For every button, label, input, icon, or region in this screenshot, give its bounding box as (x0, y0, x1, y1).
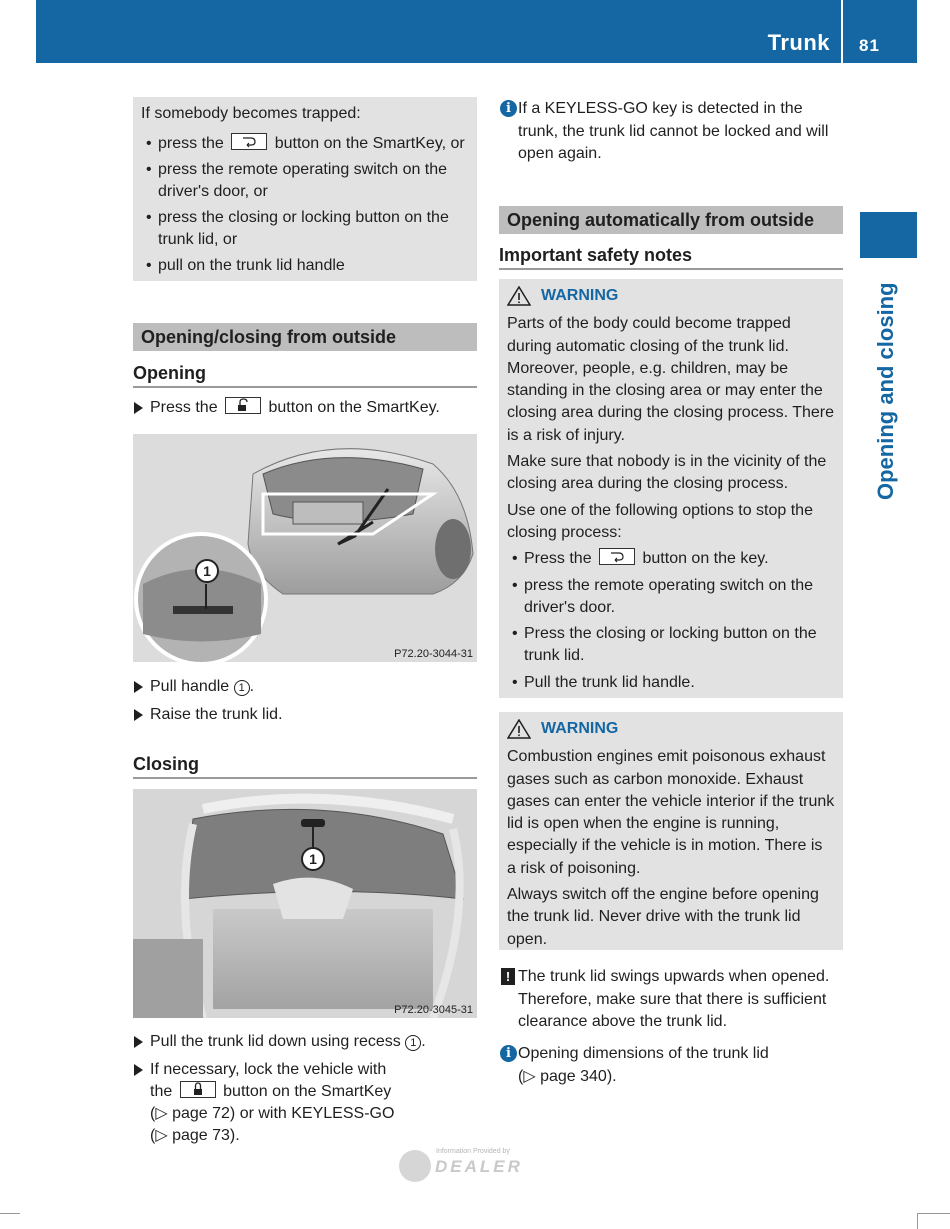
warning-text: Parts of the body could become trapped during automatic closing of the trunk lid. Moreover, people, e.g. children, may be standing in the closing area or may enter the closing area during the closing process. There is a risk of injury. (507, 315, 834, 444)
callout-1: 1 (301, 847, 325, 871)
warning-text: Use one of the following options to stop the closing process: (507, 501, 813, 541)
trunk-close-key-icon (599, 548, 635, 565)
number-1-icon: 1 (234, 680, 250, 696)
list-item: • Press the closing or locking button on the trunk lid. (507, 623, 835, 668)
page-title: Trunk (767, 30, 830, 55)
list-item: • press the remote operating switch on the driver's door, or (141, 159, 469, 203)
crop-mark (917, 1213, 918, 1229)
trunk-opening-photo (133, 434, 477, 662)
step-raise-lid: Raise the trunk lid. (133, 704, 477, 726)
info-icon: i (500, 100, 517, 117)
dealer-logo-icon (399, 1150, 431, 1182)
trapped-intro: If somebody becomes trapped: (141, 105, 361, 122)
trunk-closing-photo (133, 789, 477, 1018)
chapter-label: Opening and closing (873, 282, 898, 500)
step-lock-vehicle: If necessary, lock the vehicle with the button on the SmartKey (▷ page 72) or with KEYLESS-GO (▷ page 73). (133, 1059, 477, 1147)
list-item: • press the remote operating switch on the driver's door. (507, 575, 835, 620)
list-item: • pull on the trunk lid handle (141, 255, 469, 277)
warning-text: Combustion engines emit poisonous exhaust gases such as carbon monoxide. Exhaust gases can enter the vehicle interior if the trunk lid is open when the engine is running, especially if the vehicle is in motion. There is a risk of poisoning. (507, 748, 835, 877)
warning-title: WARNING (541, 287, 619, 304)
callout-1: 1 (195, 559, 219, 583)
header-divider (841, 0, 843, 63)
trunk-close-key-icon (231, 133, 267, 150)
unlock-key-icon (225, 397, 261, 414)
trapped-list (141, 133, 469, 277)
step-press-unlock: Press the button on the SmartKey. (133, 397, 477, 419)
step-pull-lid-down: Pull the trunk lid down using recess 1 . (133, 1031, 477, 1053)
list-item: • Pull the trunk lid handle. (507, 672, 835, 694)
warning-title: WARNING (541, 720, 619, 737)
trapped-info-box (133, 97, 477, 281)
crop-mark (917, 1213, 950, 1214)
info-note-dimensions: i Opening dimensions of the trunk lid (▷ page 340). (500, 1043, 844, 1088)
exclamation-icon: ! (501, 968, 515, 985)
lock-key-icon (180, 1081, 216, 1098)
warning-text: Always switch off the engine before opening the trunk lid. Never drive with the trunk lid open. (507, 886, 819, 948)
warning-triangle-icon (507, 286, 531, 306)
warning-box-exhaust (499, 712, 843, 950)
list-item: • Press the button on the key. (507, 548, 835, 570)
number-1-icon: 1 (405, 1035, 421, 1051)
warning-box-trapping (499, 279, 843, 698)
crop-mark (0, 1213, 20, 1214)
page-link[interactable]: (▷ page 340). (518, 1067, 617, 1085)
info-note-keyless: i If a KEYLESS-GO key is detected in the trunk, the trunk lid cannot be locked and will open again. (500, 98, 844, 166)
photo-code: P72.20-3044-31 (394, 648, 473, 660)
note-clearance: ! The trunk lid swings upwards when opened. Therefore, make sure that there is sufficient clearance above the trunk lid. (500, 966, 844, 1034)
warning-text: Make sure that nobody is in the vicinity of the closing area during the closing process. (507, 453, 827, 493)
list-item: • press the button on the SmartKey, or (141, 133, 469, 155)
subheading-safety: Important safety notes (499, 245, 843, 270)
list-item: • press the closing or locking button on the trunk lid, or (141, 207, 469, 251)
section-heading: Opening/closing from outside (133, 323, 477, 351)
stop-options-list (507, 548, 835, 694)
warning-triangle-icon (507, 719, 531, 739)
photo-code: P72.20-3045-31 (394, 1004, 473, 1016)
info-icon: i (500, 1045, 517, 1062)
page-link[interactable]: (▷ page 72) or with KEYLESS-GO (150, 1105, 395, 1122)
page-number: 81 (859, 36, 880, 55)
subheading-opening: Opening (133, 363, 477, 388)
step-pull-handle: Pull handle 1 . (133, 676, 477, 698)
dealer-watermark: Information Provided by DEALER (399, 1148, 549, 1184)
chapter-tab (860, 212, 917, 258)
subheading-closing: Closing (133, 754, 477, 779)
section-heading: Opening automatically from outside (499, 206, 843, 234)
page-link[interactable]: (▷ page 73). (150, 1127, 240, 1144)
